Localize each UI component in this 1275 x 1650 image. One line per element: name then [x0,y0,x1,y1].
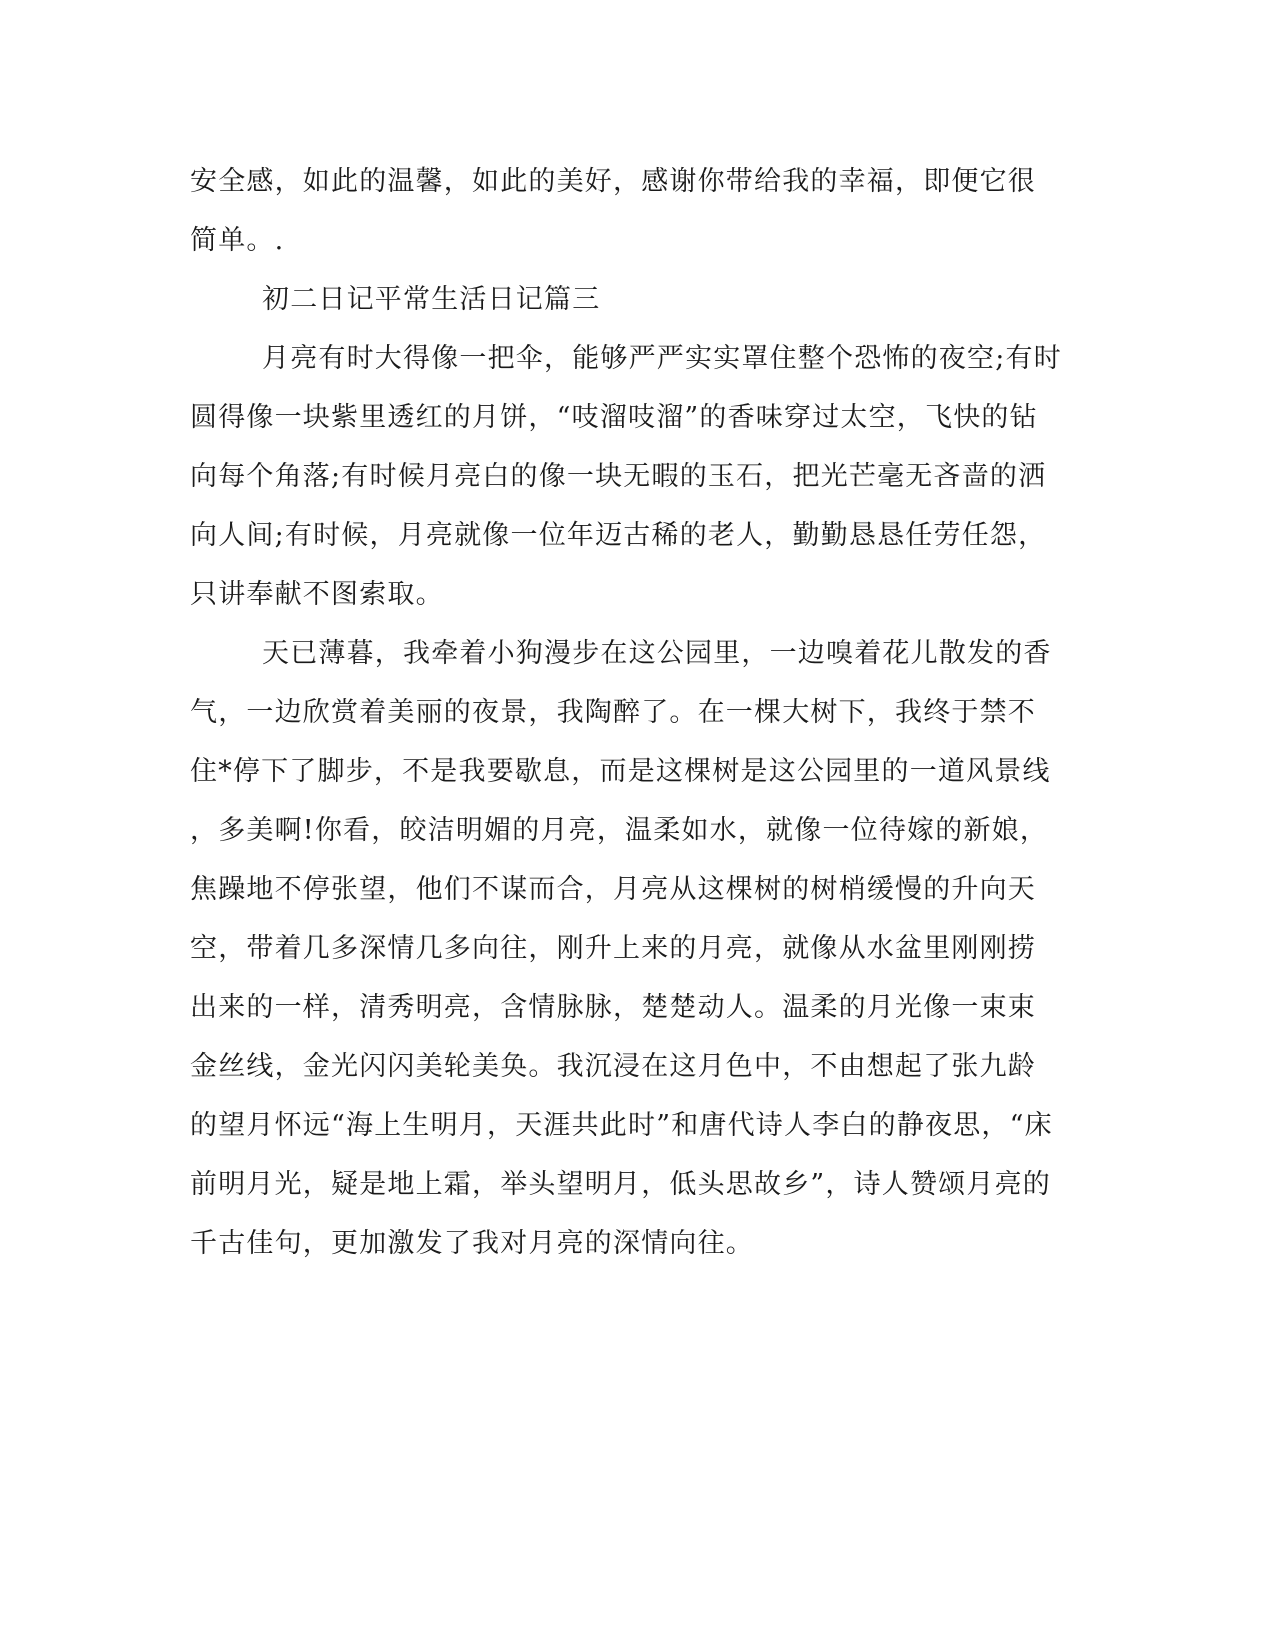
paragraph-line: 焦躁地不停张望，他们不谋而合，月亮从这棵树的树梢缓慢的升向天 [190,874,1036,905]
paragraph-line: 圆得像一块紫里透红的月饼，“吱溜吱溜”的香味穿过太空，飞快的钻 [190,402,1038,433]
paragraph-line: 千古佳句，更加激发了我对月亮的深情向往。 [190,1228,754,1259]
paragraph-line: 只讲奉献不图索取。 [190,579,444,610]
paragraph-line: 向每个角落;有时候月亮白的像一块无暇的玉石，把光芒毫无吝啬的洒 [190,461,1047,492]
paragraph-line: 向人间;有时候，月亮就像一位年迈古稀的老人，勤勤恳恳任劳任怨， [190,520,1047,551]
paragraph-line: 金丝线，金光闪闪美轮美奂。我沉浸在这月色中，不由想起了张九龄 [190,1051,1036,1082]
paragraph-line: 简单。. [190,225,285,256]
paragraph-line: 空，带着几多深情几多向往，刚升上来的月亮，就像从水盆里刚刚捞 [190,933,1036,964]
paragraph-line: ，多美啊!你看，皎洁明媚的月亮，温柔如水，就像一位待嫁的新娘， [190,815,1049,846]
paragraph-line: 的望月怀远“海上生明月，天涯共此时”和唐代诗人李白的静夜思，“床 [190,1110,1053,1141]
paragraph-line: 出来的一样，清秀明亮，含情脉脉，楚楚动人。温柔的月光像一束束 [190,992,1036,1023]
paragraph-line: 气，一边欣赏着美丽的夜景，我陶醉了。在一棵大树下，我终于禁不 [190,697,1036,728]
paragraph-line: 前明月光，疑是地上霜，举头望明月，低头思故乡”，诗人赞颂月亮的 [190,1169,1052,1200]
section-heading: 初二日记平常生活日记篇三 [262,284,601,315]
paragraph-line: 安全感，如此的温馨，如此的美好，感谢你带给我的幸福，即便它很 [190,166,1036,197]
paragraph-line: 天已薄暮，我牵着小狗漫步在这公园里，一边嗅着花儿散发的香 [262,638,1052,669]
paragraph-line: 住*停下了脚步，不是我要歇息，而是这棵树是这公园里的一道风景线 [190,756,1051,787]
paragraph-line: 月亮有时大得像一把伞，能够严严实实罩住整个恐怖的夜空;有时 [262,343,1062,374]
